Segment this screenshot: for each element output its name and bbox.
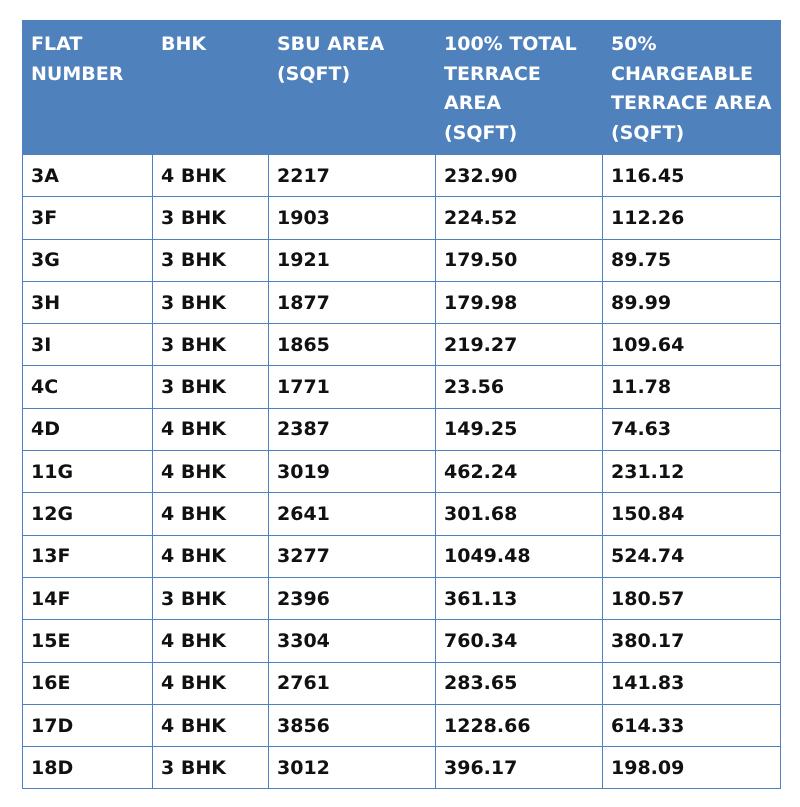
flat-number-cell: 16E	[23, 662, 153, 704]
table-row	[23, 577, 781, 619]
flat-number-cell: 4C	[23, 366, 153, 408]
sbu-area-cell: 3019	[269, 451, 436, 493]
sbu-area-cell: 2217	[269, 155, 436, 197]
flat-number-cell: 3A	[23, 155, 153, 197]
bhk-cell: 3 BHK	[153, 197, 269, 239]
bhk-cell: 4 BHK	[153, 620, 269, 662]
chargeable-terrace-area-cell: 380.17	[603, 620, 781, 662]
sbu-area-cell: 2387	[269, 408, 436, 450]
sbu-area-cell: 1921	[269, 239, 436, 281]
chargeable-terrace-area-cell: 231.12	[603, 451, 781, 493]
chargeable-terrace-area-cell: 89.75	[603, 239, 781, 281]
table-row	[23, 662, 781, 704]
table-row	[23, 366, 781, 408]
sbu-area-cell: 3304	[269, 620, 436, 662]
table-row	[23, 535, 781, 577]
table-row	[23, 281, 781, 323]
table-row	[23, 704, 781, 746]
flat-number-cell: 13F	[23, 535, 153, 577]
bhk-cell: 4 BHK	[153, 408, 269, 450]
chargeable-terrace-area-cell: 180.57	[603, 577, 781, 619]
chargeable-terrace-area-cell: 198.09	[603, 747, 781, 789]
flat-number-cell: 3H	[23, 281, 153, 323]
total-terrace-area-cell: 1228.66	[436, 704, 603, 746]
table-row	[23, 324, 781, 366]
chargeable-terrace-area-cell: 150.84	[603, 493, 781, 535]
total-terrace-area-cell: 396.17	[436, 747, 603, 789]
bhk-cell: 3 BHK	[153, 281, 269, 323]
bhk-cell: 4 BHK	[153, 704, 269, 746]
total-terrace-area-cell: 179.98	[436, 281, 603, 323]
total-terrace-area-cell: 760.34	[436, 620, 603, 662]
header-bhk: BHK	[153, 21, 269, 155]
sbu-area-cell: 1877	[269, 281, 436, 323]
flat-number-cell: 4D	[23, 408, 153, 450]
flat-number-cell: 17D	[23, 704, 153, 746]
header-chargeable-terrace-area: 50% CHARGEABLE TERRACE AREA (SQFT)	[603, 21, 781, 155]
total-terrace-area-cell: 301.68	[436, 493, 603, 535]
flat-number-cell: 14F	[23, 577, 153, 619]
total-terrace-area-cell: 462.24	[436, 451, 603, 493]
sbu-area-cell: 3277	[269, 535, 436, 577]
bhk-cell: 4 BHK	[153, 493, 269, 535]
bhk-cell: 3 BHK	[153, 577, 269, 619]
flat-number-cell: 18D	[23, 747, 153, 789]
table-body	[23, 155, 781, 789]
bhk-cell: 4 BHK	[153, 155, 269, 197]
table-row	[23, 239, 781, 281]
total-terrace-area-cell: 224.52	[436, 197, 603, 239]
chargeable-terrace-area-cell: 11.78	[603, 366, 781, 408]
total-terrace-area-cell: 232.90	[436, 155, 603, 197]
total-terrace-area-cell: 1049.48	[436, 535, 603, 577]
table-row	[23, 197, 781, 239]
chargeable-terrace-area-cell: 74.63	[603, 408, 781, 450]
flat-number-cell: 12G	[23, 493, 153, 535]
terrace-area-table-container	[22, 20, 780, 789]
bhk-cell: 4 BHK	[153, 662, 269, 704]
flat-number-cell: 3I	[23, 324, 153, 366]
table-row	[23, 408, 781, 450]
chargeable-terrace-area-cell: 524.74	[603, 535, 781, 577]
sbu-area-cell: 3012	[269, 747, 436, 789]
table-row	[23, 155, 781, 197]
chargeable-terrace-area-cell: 116.45	[603, 155, 781, 197]
bhk-cell: 3 BHK	[153, 747, 269, 789]
sbu-area-cell: 2761	[269, 662, 436, 704]
total-terrace-area-cell: 219.27	[436, 324, 603, 366]
bhk-cell: 4 BHK	[153, 451, 269, 493]
chargeable-terrace-area-cell: 614.33	[603, 704, 781, 746]
bhk-cell: 3 BHK	[153, 324, 269, 366]
total-terrace-area-cell: 149.25	[436, 408, 603, 450]
bhk-cell: 3 BHK	[153, 239, 269, 281]
table-row	[23, 493, 781, 535]
header-flat-number: FLAT NUMBER	[23, 21, 153, 155]
sbu-area-cell: 3856	[269, 704, 436, 746]
table-row	[23, 451, 781, 493]
sbu-area-cell: 2396	[269, 577, 436, 619]
header-row	[23, 21, 781, 155]
chargeable-terrace-area-cell: 109.64	[603, 324, 781, 366]
chargeable-terrace-area-cell: 141.83	[603, 662, 781, 704]
table-row	[23, 747, 781, 789]
flat-number-cell: 3G	[23, 239, 153, 281]
bhk-cell: 4 BHK	[153, 535, 269, 577]
flat-number-cell: 15E	[23, 620, 153, 662]
chargeable-terrace-area-cell: 112.26	[603, 197, 781, 239]
table-row	[23, 620, 781, 662]
terrace-area-table	[22, 20, 781, 789]
header-total-terrace-area: 100% TOTAL TERRACE AREA (SQFT)	[436, 21, 603, 155]
sbu-area-cell: 1771	[269, 366, 436, 408]
sbu-area-cell: 2641	[269, 493, 436, 535]
total-terrace-area-cell: 283.65	[436, 662, 603, 704]
total-terrace-area-cell: 361.13	[436, 577, 603, 619]
flat-number-cell: 3F	[23, 197, 153, 239]
header-sbu-area: SBU AREA (SQFT)	[269, 21, 436, 155]
bhk-cell: 3 BHK	[153, 366, 269, 408]
sbu-area-cell: 1903	[269, 197, 436, 239]
sbu-area-cell: 1865	[269, 324, 436, 366]
total-terrace-area-cell: 23.56	[436, 366, 603, 408]
total-terrace-area-cell: 179.50	[436, 239, 603, 281]
chargeable-terrace-area-cell: 89.99	[603, 281, 781, 323]
flat-number-cell: 11G	[23, 451, 153, 493]
